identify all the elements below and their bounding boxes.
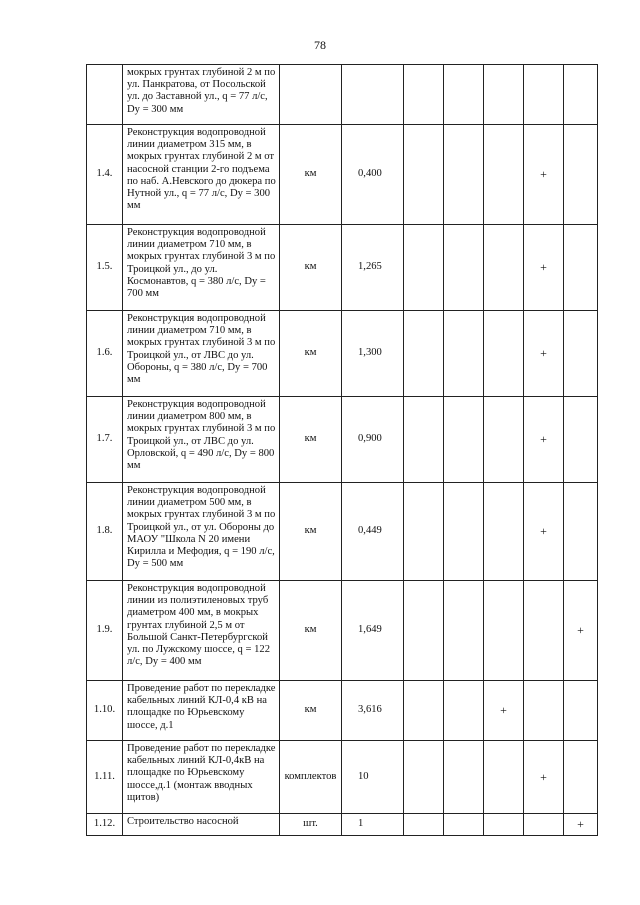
row-number: 1.10. [87,681,123,741]
table-row [87,741,598,814]
row-mark: + [524,397,564,483]
row-mark [564,681,598,741]
row-mark [404,125,444,225]
row-mark [444,741,484,814]
row-description: Реконструкция водопроводной линии диаметром 315 мм, в мокрых грунтах глубиной 2 м от насосной станции 2-го подъема по наб. А.Невского до дюкера по Нутной ул., q = 77 л/с, Dy = 300 мм [123,125,280,225]
row-description: Строительство насосной [123,814,280,836]
row-mark: + [564,814,598,836]
row-description: Реконструкция водопроводной линии диаметром 710 мм, в мокрых грунтах глубиной 3 м по Троицкой ул., от ЛВС до ул. Обороны, q = 380 л/с, Dy = 700 мм [123,311,280,397]
row-description: Проведение работ по перекладке кабельных линий КЛ-0,4 кВ на площадке по Юрьевскому шоссе, д.1 [123,681,280,741]
table-row [87,681,598,741]
row-number: 1.6. [87,311,123,397]
row-mark [484,581,524,681]
row-mark [564,483,598,581]
row-mark: + [484,681,524,741]
row-mark [404,741,444,814]
row-unit: комплектов [280,741,342,814]
row-unit: км [280,125,342,225]
row-mark [444,225,484,311]
row-mark [484,65,524,125]
row-unit: км [280,581,342,681]
row-mark [484,311,524,397]
row-mark [404,65,444,125]
row-quantity: 3,616 [342,681,404,741]
row-description: Проведение работ по перекладке кабельных линий КЛ-0,4кВ на площадке по Юрьевскому шоссе,д.1 (монтаж вводных щитов) [123,741,280,814]
row-quantity [342,65,404,125]
row-mark [404,681,444,741]
row-mark [404,581,444,681]
row-mark [404,814,444,836]
row-quantity: 1 [342,814,404,836]
row-quantity: 0,400 [342,125,404,225]
row-mark [484,483,524,581]
table-row [87,311,598,397]
row-mark [564,225,598,311]
row-mark [404,311,444,397]
row-mark [484,125,524,225]
row-mark [404,397,444,483]
table-row [87,225,598,311]
row-mark [524,681,564,741]
row-mark [524,65,564,125]
table-row [87,125,598,225]
row-unit: км [280,483,342,581]
row-description: Реконструкция водопроводной линии диаметром 500 мм, в мокрых грунтах глубиной 3 м по Троицкой ул., от ул. Обороны до МАОУ "Школа N 20 имени Кирилла и Мефодия, q = 190 л/с, Dy = 500 мм [123,483,280,581]
row-mark [484,741,524,814]
row-mark [444,397,484,483]
row-mark [564,397,598,483]
row-description: Реконструкция водопроводной линии диаметром 710 мм, в мокрых грунтах глубиной 3 м по Троицкой ул., до ул. Космонавтов, q = 380 л/с, Dy = 700 мм [123,225,280,311]
row-mark [404,225,444,311]
row-quantity: 10 [342,741,404,814]
row-mark: + [524,741,564,814]
row-number: 1.4. [87,125,123,225]
row-number: 1.9. [87,581,123,681]
table-row [87,397,598,483]
row-mark [524,814,564,836]
row-number: 1.12. [87,814,123,836]
row-quantity: 1,300 [342,311,404,397]
row-quantity: 0,449 [342,483,404,581]
row-mark [444,581,484,681]
row-number: 1.11. [87,741,123,814]
row-mark [444,65,484,125]
row-unit: км [280,311,342,397]
row-unit: км [280,225,342,311]
row-mark: + [524,483,564,581]
row-mark [484,397,524,483]
row-mark [444,125,484,225]
row-unit: км [280,681,342,741]
row-number: 1.7. [87,397,123,483]
row-mark [444,311,484,397]
row-quantity: 1,265 [342,225,404,311]
table-row [87,581,598,681]
row-number: 1.8. [87,483,123,581]
row-mark [484,814,524,836]
row-mark: + [524,125,564,225]
row-mark [564,311,598,397]
row-mark: + [524,225,564,311]
row-mark [564,65,598,125]
row-quantity: 0,900 [342,397,404,483]
row-mark [404,483,444,581]
row-unit [280,65,342,125]
row-unit: шт. [280,814,342,836]
row-quantity: 1,649 [342,581,404,681]
row-mark [444,483,484,581]
row-mark: + [564,581,598,681]
table-row [87,65,598,125]
row-mark [484,225,524,311]
row-mark [444,814,484,836]
row-description: мокрых грунтах глубиной 2 м по ул. Панкратова, от Посольской ул. до Заставной ул., q = 77 л/с, Dy = 300 мм [123,65,280,125]
row-mark [564,125,598,225]
page-number: 78 [314,38,326,52]
row-mark: + [524,311,564,397]
row-description: Реконструкция водопроводной линии диаметром 800 мм, в мокрых грунтах глубиной 3 м по Троицкой ул., от ЛВС до ул. Орловской, q = 490 л/с, Dy = 800 мм [123,397,280,483]
row-number [87,65,123,125]
row-unit: км [280,397,342,483]
row-mark [444,681,484,741]
row-description: Реконструкция водопроводной линии из полиэтиленовых труб диаметром 400 мм, в мокрых грунтах глубиной 2,5 м от Большой Санкт-Петербургской ул. по Лужскому шоссе, q = 122 л/с, Dy = 400 мм [123,581,280,681]
row-number: 1.5. [87,225,123,311]
table-row [87,483,598,581]
table-row [87,814,598,836]
row-mark [564,741,598,814]
plan-table [86,64,598,836]
row-mark [524,581,564,681]
